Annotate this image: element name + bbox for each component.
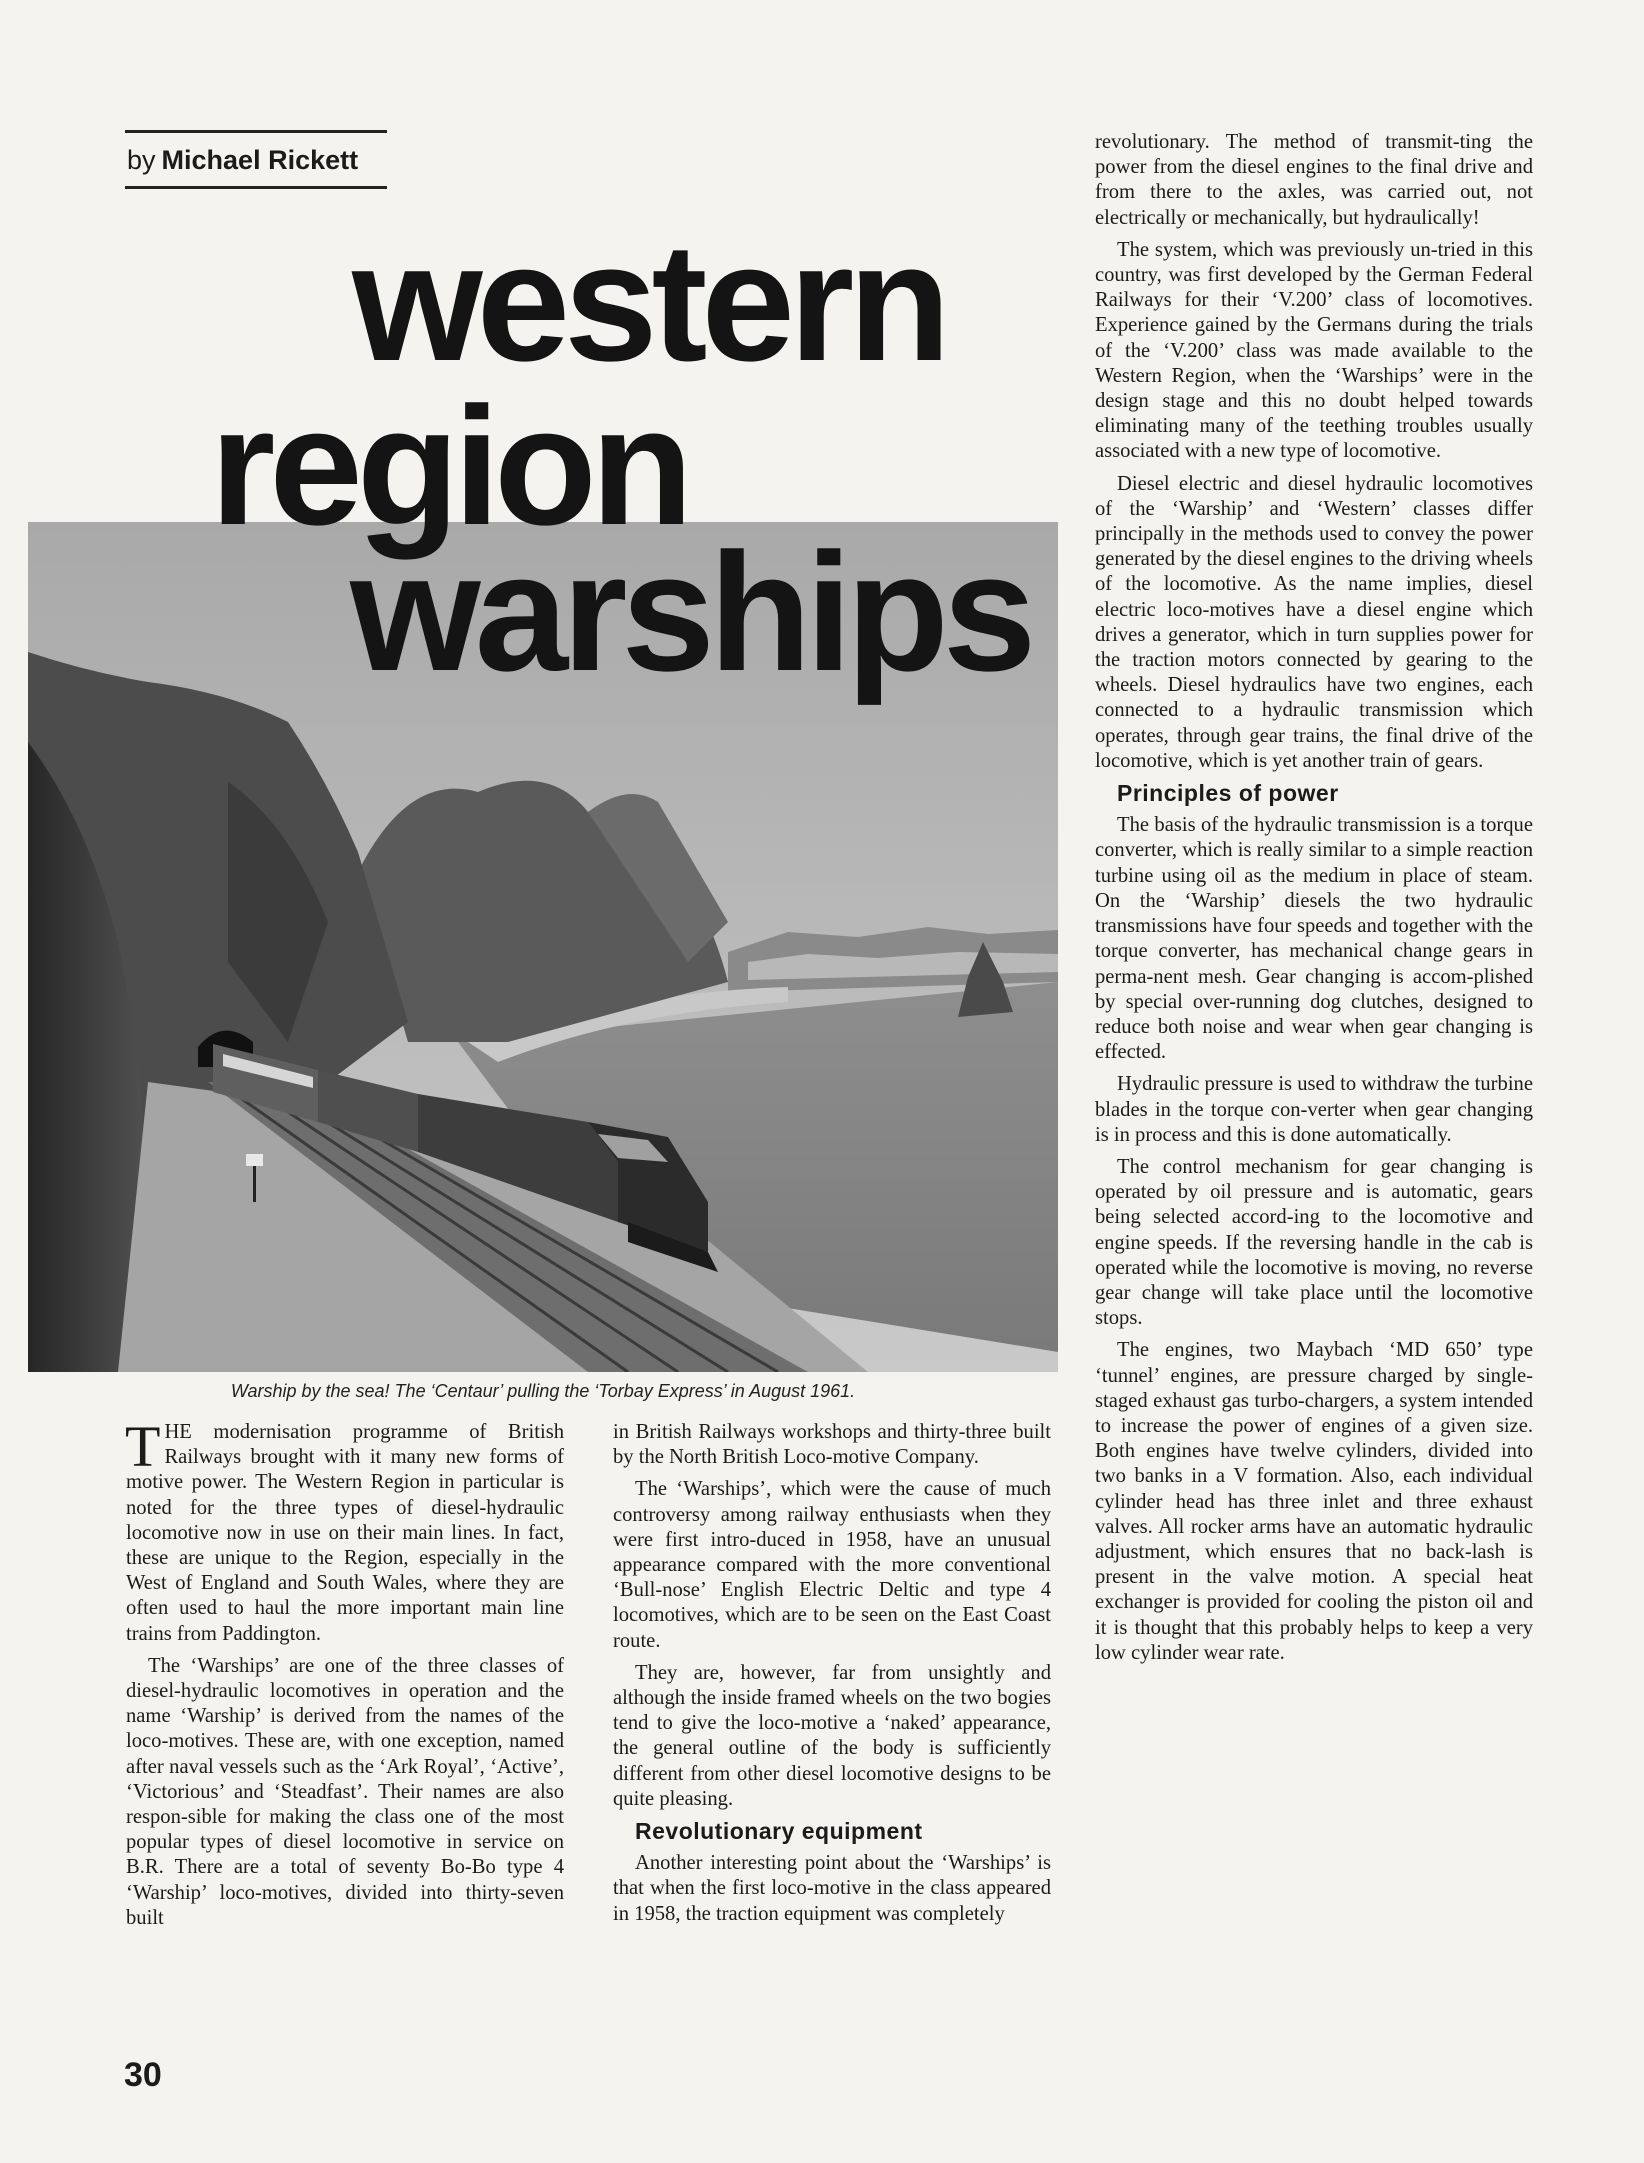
article-column-1 (125, 1414, 564, 1938)
byline (125, 133, 387, 186)
paragraph: The system, which was previously un-tried in this country, was first developed by the German Federal Railways for their ‘V.200’ class of locomotives. Experience gained by the Germans during the trials of the ‘V.200’ class was made available to the Western Region, when the ‘Warships’ were in the design stage and this no doubt helped towards eliminating many of the teething troubles usually associated with a new type of locomotive. (1095, 238, 1533, 463)
byline-author: Michael Rickett (161, 145, 359, 175)
article-column-3 (1095, 130, 1533, 1673)
headline-line-2: region (210, 372, 688, 560)
headline-line-3: warships (350, 518, 1031, 706)
paragraph: The engines, two Maybach ‘MD 650’ type ‘tunnel’ engines, are pressure charged by single-staged exhaust gas turbo-chargers, a system intended to increase the power of engines of a given size. Both engines have twelve cylinders, divided into two banks in a V formation. Also, each individual cylinder head has three inlet and three exhaust valves. All rocker arms have an automatic hydraulic adjustment, which ensures that no back-lash is present in the valve motion. A special heat exchanger is provided for cooling the piston oil and it is thought that this probably helps to keep a very low cylinder wear rate. (1095, 1339, 1533, 1664)
headline-line-1: western (352, 208, 945, 396)
article-column-2 (613, 1420, 1051, 1934)
byline-block (125, 130, 387, 189)
drop-cap: T (125, 1414, 161, 1479)
paragraph: revolutionary. The method of transmit-ting the power from the diesel engines to the final drive and from there to the axles, was carried out, not electrically or mechanically, but hydraulically! (1095, 131, 1533, 229)
paragraph-text: HE modernisation programme of British Railways brought with it many new forms of motive power. The Western Region in particular is noted for the three types of diesel-hydraulic locomotive now in use on their main lines. In fact, these are unique to the Region, especially in the West of England and South Wales, where they are often used to haul the more important main line trains from Paddington. (126, 1421, 564, 1645)
page-number: 30 (124, 2056, 162, 2094)
paragraph (125, 1414, 564, 1647)
paragraph: The basis of the hydraulic transmission is a torque converter, which is really similar to a simple reaction turbine using oil as the medium in place of steam. On the ‘Warship’ diesels the two hydraulic transmissions have four speeds and together with the torque converter, has mechanical change gears in perma-nent mesh. Gear changing is accom-plished by special over-running dog clutches, designed to reduce both noise and wear when gear changing is effected. (1095, 814, 1533, 1064)
photo-caption: Warship by the sea! The ‘Centaur’ pulling the ‘Torbay Express’ in August 1961. (230, 1381, 856, 1401)
section-heading: Revolutionary equipment (635, 1818, 923, 1845)
byline-bottom-rule (125, 186, 387, 189)
paragraph: Another interesting point about the ‘Warships’ is that when the first loco-motive in the class appeared in 1958, the traction equipment was completely (613, 1852, 1051, 1925)
paragraph: Hydraulic pressure is used to withdraw the turbine blades in the torque con-verter when gear changing is in process and this is done automatically. (1095, 1073, 1533, 1146)
paragraph: in British Railways workshops and thirty-three built by the North British Loco-motive Company. (613, 1421, 1051, 1469)
byline-prefix: by (127, 145, 156, 175)
paragraph: The ‘Warships’ are one of the three classes of diesel-hydraulic locomotives in operation and the name ‘Warship’ is derived from the names of the loco-motives. These are, with one exception, named after naval vessels such as the ‘Ark Royal’, ‘Active’, ‘Victorious’ and ‘Steadfast’. Their names are also respon-sible for making the class one of the most popular types of diesel locomotive in service on B.R. There are a total of seventy Bo-Bo type 4 ‘Warship’ loco-motives, divided into thirty-seven built (126, 1654, 564, 1929)
section-heading: Principles of power (1117, 780, 1339, 807)
paragraph: The control mechanism for gear changing is operated by oil pressure and is automatic, gears being selected accord-ing to the locomotive and engine speeds. If the reversing handle in the cab is operated while the locomotive is moving, no reverse gear change will take place until the locomotive stops. (1095, 1155, 1533, 1330)
paragraph: Diesel electric and diesel hydraulic locomotives of the ‘Warship’ and ‘Western’ classes differ principally in the methods used to convey the power generated by the diesel engines to the driving wheels of the locomotive. As the name implies, diesel electric loco-motives have a diesel engine which drives a generator, which in turn supplies power for the traction motors connected by gearing to the wheels. Diesel hydraulics have two engines, each connected to a hydraulic transmission which operates, through gear trains, the final drive of the locomotive, which is yet another train of gears. (1095, 472, 1533, 772)
paragraph: The ‘Warships’, which were the cause of much controversy among railway enthusiasts when they were first intro-duced in 1958, have an unusual appearance compared with the more conventional ‘Bull-nose’ English Electric Deltic and type 4 locomotives, which are to be seen on the East Coast route. (613, 1478, 1051, 1652)
paragraph: They are, however, far from unsightly and although the inside framed wheels on the two bogies tend to give the loco-motive a ‘naked’ appearance, the general outline of the body is sufficiently different from other diesel locomotive designs to be quite pleasing. (613, 1661, 1051, 1810)
